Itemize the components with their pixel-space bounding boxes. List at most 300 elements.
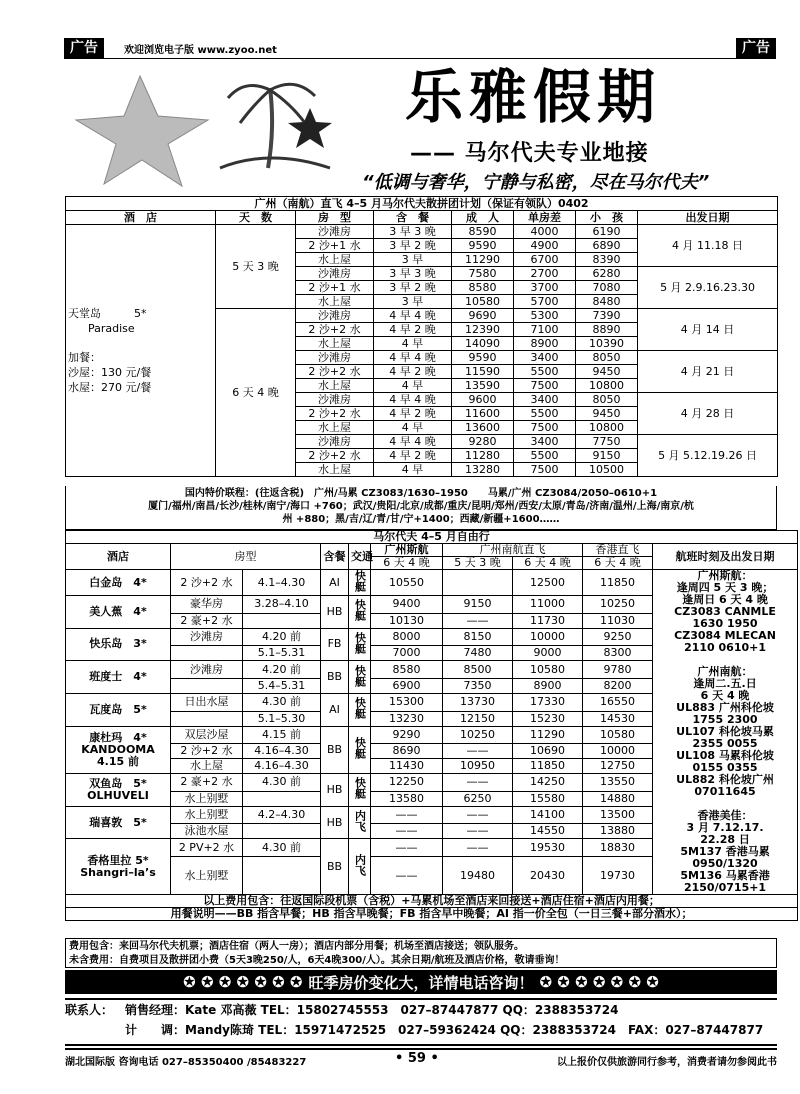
table1-cell: 2 沙+1 水: [296, 239, 374, 253]
price-cell: 8300: [583, 646, 653, 661]
flight-info-line: 2355 0055: [692, 737, 758, 750]
price-cell: 12750: [583, 759, 653, 774]
price-cell: 11850: [583, 570, 653, 596]
price-cell: 6250: [443, 791, 513, 806]
table1-cell: 2 沙+2 水: [296, 365, 374, 379]
price-cell: 11290: [513, 726, 583, 744]
table1-cell: 沙滩房: [296, 267, 374, 281]
table1-cell: 4 早 2 晚: [374, 449, 452, 463]
days-cell: 5 天 3 晚: [216, 225, 296, 309]
flight-info-cell: [653, 570, 798, 895]
table1-cell: 4900: [514, 239, 576, 253]
room-type-cell: 2 豪+2 水: [171, 613, 243, 628]
table1-header-7: 出发日期: [638, 211, 778, 225]
page-footer: [65, 1048, 777, 1068]
price-cell: 10250: [583, 596, 653, 614]
table1-cell: 7390: [576, 309, 638, 323]
table1-cell: 3400: [514, 351, 576, 365]
banner-stars-right: ✪ ✪ ✪ ✪ ✪ ✪ ✪: [539, 973, 659, 991]
price-cell: 13230: [371, 711, 443, 726]
notes-line-2: 厦门/福州/南昌/长沙/桂林/南宁/海口 +760；武汉/贵阳/北京/成都/重庆/昆明/郑州/西安/太原/青岛/济南/温州/上海/南京/杭: [148, 501, 694, 512]
price-cell: 19480: [443, 857, 513, 895]
date-range-cell: 4.1–4.30: [243, 570, 321, 596]
table1-cell: 7500: [514, 379, 576, 393]
table1-header-1: 天 数: [216, 211, 296, 225]
price-cell: 8900: [513, 678, 583, 693]
price-cell: ——: [443, 744, 513, 759]
price-cell: 13550: [583, 774, 653, 792]
price-cell: 12250: [371, 774, 443, 792]
hotel-name: 美人蕉 4*: [89, 604, 147, 618]
table1-cell: 3 早: [374, 253, 452, 267]
flight-info-line: UL108 马累科伦坡: [676, 749, 774, 762]
notes-line-1: 国内特价联程：(往返含税) 广州/马累 CZ3083/1630–1950 马累/广州 CZ3084/2050–0610+1: [184, 488, 658, 499]
price-cell: 15230: [513, 711, 583, 726]
meal-cell: HB: [321, 806, 349, 839]
flight-info-line: 22.28 日: [700, 833, 750, 846]
flight-info-line: UL107 科伦坡马累: [676, 725, 774, 738]
table1-cell: 8590: [452, 225, 514, 239]
table1-cell: 7500: [514, 463, 576, 477]
table1-cell: 6700: [514, 253, 576, 267]
price-cell: 9000: [513, 646, 583, 661]
table1-cell: 7100: [514, 323, 576, 337]
date-range-cell: 5.4–5.31: [243, 678, 321, 693]
table1-cell: 2 沙+2 水: [296, 407, 374, 421]
hotel-name: 双鱼岛 5*: [89, 776, 147, 790]
price-cell: 9150: [443, 596, 513, 614]
t2-h-sihang: 广州斯航: [371, 544, 443, 557]
flight-info-line: 5M136 马累香港: [680, 869, 770, 882]
flight-info-line: 1630 1950: [692, 617, 758, 630]
transport-text: 快艇: [353, 664, 367, 687]
price-cell: 14880: [583, 791, 653, 806]
price-cell: 7480: [443, 646, 513, 661]
table1-cell: 2 沙+2 水: [296, 323, 374, 337]
transport-text: 快艇: [353, 697, 367, 720]
table1-cell: 4 早: [374, 337, 452, 351]
date-range-cell: 5.1–5.31: [243, 646, 321, 661]
transport-text: 内飞: [353, 854, 367, 877]
hotel-info-line: 沙屋：130 元/餐: [68, 366, 152, 379]
hotel-name: 瑞喜敦 5*: [89, 815, 147, 829]
t2-sub-1: 5 天 3 晚: [443, 557, 513, 570]
room-type-cell: 水上屋: [171, 759, 243, 774]
table1-header-row: [66, 211, 778, 225]
table1-cell: 4 早: [374, 463, 452, 477]
table1-cell: 11290: [452, 253, 514, 267]
t2-h-transport: 交通: [349, 544, 371, 570]
room-type-cell: 日出水屋: [171, 693, 243, 711]
transport-text: 快艇: [353, 599, 367, 622]
table1-title: 广州（南航）直飞 4–5 月马尔代夫散拼团计划（保证有领队）0402: [66, 197, 778, 211]
table1-cell: 9590: [452, 351, 514, 365]
fee-included: 费用包含：来回马尔代夫机票；酒店住宿（两人一房）；酒店内部分用餐；机场至酒店接送；领队服务。: [69, 941, 524, 952]
meal-cell: HB: [321, 596, 349, 629]
table1-cell: 5500: [514, 449, 576, 463]
table1-cell: 4 早: [374, 421, 452, 435]
room-type-cell: 沙滩房: [171, 661, 243, 679]
table1-cell: 3 早 3 晚: [374, 225, 452, 239]
price-cell: 9400: [371, 596, 443, 614]
transport-text: 内飞: [353, 810, 367, 833]
hotel-name-en: KANDOOMA: [81, 742, 155, 756]
table1-cell: 沙滩房: [296, 225, 374, 239]
meal-cell: BB: [321, 661, 349, 694]
room-type-cell: 沙滩房: [171, 628, 243, 646]
hotel-paradise-cell: [66, 225, 216, 477]
table1-cell: 3 早 2 晚: [374, 239, 452, 253]
price-cell: 16550: [583, 693, 653, 711]
hotel-name-cell: [66, 661, 171, 694]
table1-cell: 10580: [452, 295, 514, 309]
flight-info-line: 广州斯航：: [697, 569, 753, 582]
table1-cell: 5700: [514, 295, 576, 309]
date-range-cell: [243, 857, 321, 895]
meal-cell: BB: [321, 839, 349, 895]
welcome-text: 欢迎浏览电子版 www.zyoo.net: [124, 45, 277, 56]
table1-cell: 4 早 4 晚: [374, 309, 452, 323]
hotel-name-cell: [66, 839, 171, 895]
price-cell: 20430: [513, 857, 583, 895]
hotel-name-en: Shangri–la’s: [80, 865, 156, 879]
flight-info-line: 6 天 4 晚: [700, 689, 750, 702]
table1-cell: 3 早 2 晚: [374, 281, 452, 295]
room-type-cell: [171, 646, 243, 661]
price-cell: ——: [371, 824, 443, 839]
price-cell: 10250: [443, 726, 513, 744]
price-cell: 10130: [371, 613, 443, 628]
table2-header-row: [66, 544, 798, 557]
free-travel-table: [65, 530, 798, 921]
table2-row: [66, 570, 798, 596]
date-range-cell: 4.30 前: [243, 693, 321, 711]
hotel-name: 瓦度岛 5*: [89, 702, 147, 716]
table1-cell: 水上屋: [296, 421, 374, 435]
hotel-name: 康杜玛 4*: [89, 730, 147, 744]
table1-header-6: 小 孩: [576, 211, 638, 225]
price-cell: 11000: [513, 596, 583, 614]
room-type-cell: 2 沙+2 水: [171, 744, 243, 759]
hotel-info-line: Paradise: [88, 322, 135, 335]
hotel-name-cell: [66, 774, 171, 807]
departure-date-cell: 5 月 5.12.19.26 日: [638, 435, 778, 477]
table1-cell: 7500: [514, 421, 576, 435]
table1-cell: 9690: [452, 309, 514, 323]
price-cell: 7350: [443, 678, 513, 693]
price-cell: 14530: [583, 711, 653, 726]
hotel-name-cell: [66, 726, 171, 774]
table1-cell: 4 早 4 晚: [374, 351, 452, 365]
flight-info-line: 2110 0610+1: [684, 641, 766, 654]
peak-season-banner: [65, 970, 777, 994]
meal-cell: AI: [321, 570, 349, 596]
transport-cell: [349, 570, 371, 596]
transport-cell: [349, 661, 371, 694]
meal-cell: BB: [321, 726, 349, 774]
price-cell: 15300: [371, 693, 443, 711]
transport-text: 快艇: [353, 631, 367, 654]
departure-date-cell: 5 月 2.9.16.23.30: [638, 267, 778, 309]
fee-excluded: 未含费用：自费项目及散拼团小费（5天3晚250/人，6天4晚300/人）。其余日期/航班及酒店价格，敬请垂询！: [69, 955, 565, 966]
transport-cell: [349, 806, 371, 839]
price-cell: 15580: [513, 791, 583, 806]
room-type-cell: 泳池水屋: [171, 824, 243, 839]
table1-cell: 水上屋: [296, 337, 374, 351]
transport-text: 快艇: [353, 737, 367, 760]
t2-h-hk: 香港直飞: [583, 544, 653, 557]
table1-cell: 10390: [576, 337, 638, 351]
table1-cell: 3700: [514, 281, 576, 295]
price-cell: 10000: [583, 744, 653, 759]
transport-cell: [349, 774, 371, 807]
room-type-cell: 2 沙+2 水: [171, 570, 243, 596]
t2-sub-2: 6 天 4 晚: [513, 557, 583, 570]
price-cell: 11730: [513, 613, 583, 628]
flight-info-line: 2150/0715+1: [683, 881, 767, 894]
hotel-info-line: 加餐：: [68, 351, 101, 364]
departure-date-cell: 4 月 11.18 日: [638, 225, 778, 267]
date-range-cell: 3.28–4.10: [243, 596, 321, 614]
price-cell: 11430: [371, 759, 443, 774]
t2-h-meal: 含餐: [321, 544, 349, 570]
table1-cell: 2 沙+1 水: [296, 281, 374, 295]
price-cell: 10550: [371, 570, 443, 596]
t2-h-nanhang: 广州南航直飞: [443, 544, 583, 557]
table1-cell: 水上屋: [296, 379, 374, 393]
group-tour-table: [65, 196, 778, 477]
table1-cell: 10500: [576, 463, 638, 477]
price-cell: ——: [443, 806, 513, 824]
price-cell: ——: [443, 839, 513, 857]
price-cell: 11030: [583, 613, 653, 628]
table1-cell: 9450: [576, 365, 638, 379]
flight-info-line: 07011645: [694, 785, 756, 798]
hotel-info-line: 天堂岛 5*: [68, 307, 147, 320]
table1-cell: 4000: [514, 225, 576, 239]
top-bar: [64, 38, 776, 59]
room-type-cell: [171, 711, 243, 726]
price-cell: 14550: [513, 824, 583, 839]
hotel-name: 白金岛 4*: [89, 575, 147, 589]
price-cell: 13730: [443, 693, 513, 711]
date-range-cell: 4.16–4.30: [243, 759, 321, 774]
table1-cell: 7750: [576, 435, 638, 449]
table1-cell: 水上屋: [296, 295, 374, 309]
table1-cell: 5500: [514, 407, 576, 421]
table1-cell: 6190: [576, 225, 638, 239]
departure-date-cell: 4 月 28 日: [638, 393, 778, 435]
table1-cell: 9450: [576, 407, 638, 421]
table1-cell: 7580: [452, 267, 514, 281]
table1-header-2: 房 型: [296, 211, 374, 225]
price-cell: 8000: [371, 628, 443, 646]
room-type-cell: 双层沙屋: [171, 726, 243, 744]
hotel-info-line: 水屋：270 元/餐: [68, 381, 152, 394]
transport-cell: [349, 839, 371, 895]
flight-info-line: CZ3083 CANMLE: [674, 605, 776, 618]
table1-cell: 8050: [576, 393, 638, 407]
table1-cell: 9150: [576, 449, 638, 463]
transport-text: 快艇: [353, 777, 367, 800]
ad-tag-left: 广告: [64, 38, 104, 58]
transport-cell: [349, 596, 371, 629]
brand-slogan: “低调与奢华，宁静与私密，尽在马尔代夫”: [362, 172, 710, 193]
hotel-name-cell: [66, 596, 171, 629]
table1-cell: 8480: [576, 295, 638, 309]
date-range-cell: 4.20 前: [243, 628, 321, 646]
price-cell: 8500: [443, 661, 513, 679]
price-cell: 8580: [371, 661, 443, 679]
flight-info-line: 香港美佳：: [697, 809, 753, 822]
price-cell: 10000: [513, 628, 583, 646]
table1-header-3: 含 餐: [374, 211, 452, 225]
date-range-cell: 4.2–4.30: [243, 806, 321, 824]
table1-cell: 3400: [514, 435, 576, 449]
table1-cell: 7080: [576, 281, 638, 295]
table1-cell: 4 早 2 晚: [374, 323, 452, 337]
table1-cell: 3 早 3 晚: [374, 267, 452, 281]
table1-cell: 2700: [514, 267, 576, 281]
included-cell: 以上费用包含：往返国际段机票（含税）+马累机场至酒店来回接送+酒店住宿+酒店内用餐；: [66, 895, 798, 908]
price-cell: 10690: [513, 744, 583, 759]
hotel-name-cell: [66, 806, 171, 839]
table1-row: [66, 225, 778, 239]
fee-notes: [65, 938, 777, 968]
included-row: [66, 895, 798, 908]
table1-cell: 8580: [452, 281, 514, 295]
transport-text: 快艇: [353, 570, 367, 592]
meal-note-cell: 用餐说明——BB 指含早餐；HB 指含早晚餐；FB 指含早中晚餐；AI 指一价全包（一日三餐+部分酒水）；: [66, 908, 798, 921]
table1-cell: 6890: [576, 239, 638, 253]
hotel-name-cell: [66, 570, 171, 596]
contact-line-2: 计 调：Mandy陈琦 TEL：15971472525 027–59362424 QQ：2388353724 FAX：027–87447877: [125, 1023, 764, 1037]
contact-line-1: 销售经理：Kate 邓高薇 TEL：15802745553 027–87447877 QQ：2388353724: [125, 1003, 619, 1017]
price-cell: 7000: [371, 646, 443, 661]
ad-tag-right: 广告: [736, 38, 776, 58]
transport-cell: [349, 628, 371, 661]
hotel-name-cell: [66, 693, 171, 726]
flight-info-line: CZ3084 MLECAN: [674, 629, 776, 642]
price-cell: [443, 570, 513, 596]
meal-cell: AI: [321, 693, 349, 726]
hotel-name-note: 4.15 前: [97, 754, 139, 768]
meal-cell: HB: [321, 774, 349, 807]
date-range-cell: 4.16–4.30: [243, 744, 321, 759]
t2-sub-0: 6 天 4 晚: [371, 557, 443, 570]
table1-cell: 4 早 2 晚: [374, 365, 452, 379]
room-type-cell: [171, 678, 243, 693]
t2-sub-3: 6 天 4 晚: [583, 557, 653, 570]
departure-date-cell: 4 月 14 日: [638, 309, 778, 351]
table1-header-5: 单房差: [514, 211, 576, 225]
hotel-name: 快乐岛 3*: [89, 637, 147, 651]
price-cell: 9290: [371, 726, 443, 744]
flight-info-line: 0950/1320: [692, 857, 758, 870]
footer-left: 湖北国际版 咨询电话 027–85350400 /85483227: [65, 1057, 307, 1068]
starfish-palm-logo: [70, 68, 370, 193]
table1-cell: 11280: [452, 449, 514, 463]
days-cell: 6 天 4 晚: [216, 309, 296, 477]
room-type-cell: 水上别墅: [171, 791, 243, 806]
price-cell: ——: [371, 857, 443, 895]
domestic-connection-notes: [65, 486, 777, 530]
hotel-name: 香格里拉 5*: [87, 853, 149, 867]
table1-cell: 8390: [576, 253, 638, 267]
table1-cell: 4 早: [374, 379, 452, 393]
table1-cell: 13590: [452, 379, 514, 393]
price-cell: 13580: [371, 791, 443, 806]
price-cell: 10950: [443, 759, 513, 774]
price-cell: ——: [443, 613, 513, 628]
meal-cell: FB: [321, 628, 349, 661]
meal-note-row: [66, 908, 798, 921]
table1-cell: 5300: [514, 309, 576, 323]
table1-cell: 2 沙+2 水: [296, 449, 374, 463]
flight-info-line: 0155 0355: [692, 761, 758, 774]
date-range-cell: 5.1–5.30: [243, 711, 321, 726]
table1-cell: 3400: [514, 393, 576, 407]
date-range-cell: [243, 613, 321, 628]
table1-header-0: 酒 店: [66, 211, 216, 225]
table1-cell: 13280: [452, 463, 514, 477]
table1-cell: 4 早 2 晚: [374, 407, 452, 421]
flight-info-line: 逢周二.五.日: [693, 677, 757, 690]
brand-subtitle: —— 马尔代夫专业地接: [410, 141, 649, 166]
page-number: • 59 •: [395, 1051, 439, 1066]
table1-cell: 沙滩房: [296, 309, 374, 323]
price-cell: 6900: [371, 678, 443, 693]
flight-info-line: UL882 科伦坡广州: [676, 773, 774, 786]
departure-date-cell: 4 月 21 日: [638, 351, 778, 393]
table1-cell: 10800: [576, 379, 638, 393]
table1-cell: 14090: [452, 337, 514, 351]
price-cell: ——: [371, 806, 443, 824]
table1-header-4: 成 人: [452, 211, 514, 225]
price-cell: 19530: [513, 839, 583, 857]
price-cell: 10580: [583, 726, 653, 744]
table1-cell: 9280: [452, 435, 514, 449]
table1-cell: 3 早: [374, 295, 452, 309]
price-cell: 17330: [513, 693, 583, 711]
table1-cell: 水上屋: [296, 253, 374, 267]
date-range-cell: 4.30 前: [243, 774, 321, 792]
flight-info-line: 逢周日 6 天 4 晚: [682, 593, 768, 606]
transport-cell: [349, 726, 371, 774]
price-cell: 8200: [583, 678, 653, 693]
flight-info-line: 5M137 香港马累: [680, 845, 770, 858]
price-cell: 19730: [583, 857, 653, 895]
price-cell: 11850: [513, 759, 583, 774]
flight-info-line: 1755 2300: [692, 713, 758, 726]
date-range-cell: [243, 824, 321, 839]
price-cell: 8150: [443, 628, 513, 646]
t2-h-flight: 航班时刻及出发日期: [653, 544, 798, 570]
price-cell: 10580: [513, 661, 583, 679]
banner-text: 旺季房价变化大，详情电话咨询！: [308, 973, 534, 992]
table1-cell: 沙滩房: [296, 435, 374, 449]
transport-cell: [349, 693, 371, 726]
table1-cell: 水上屋: [296, 463, 374, 477]
date-range-cell: [243, 791, 321, 806]
table1-cell: 沙滩房: [296, 393, 374, 407]
flight-info-line: 3 月 7.12.17.: [686, 821, 764, 834]
table1-cell: 11590: [452, 365, 514, 379]
price-cell: 12150: [443, 711, 513, 726]
t2-h-hotel: 酒店: [66, 544, 171, 570]
date-range-cell: 4.30 前: [243, 839, 321, 857]
price-cell: 8690: [371, 744, 443, 759]
